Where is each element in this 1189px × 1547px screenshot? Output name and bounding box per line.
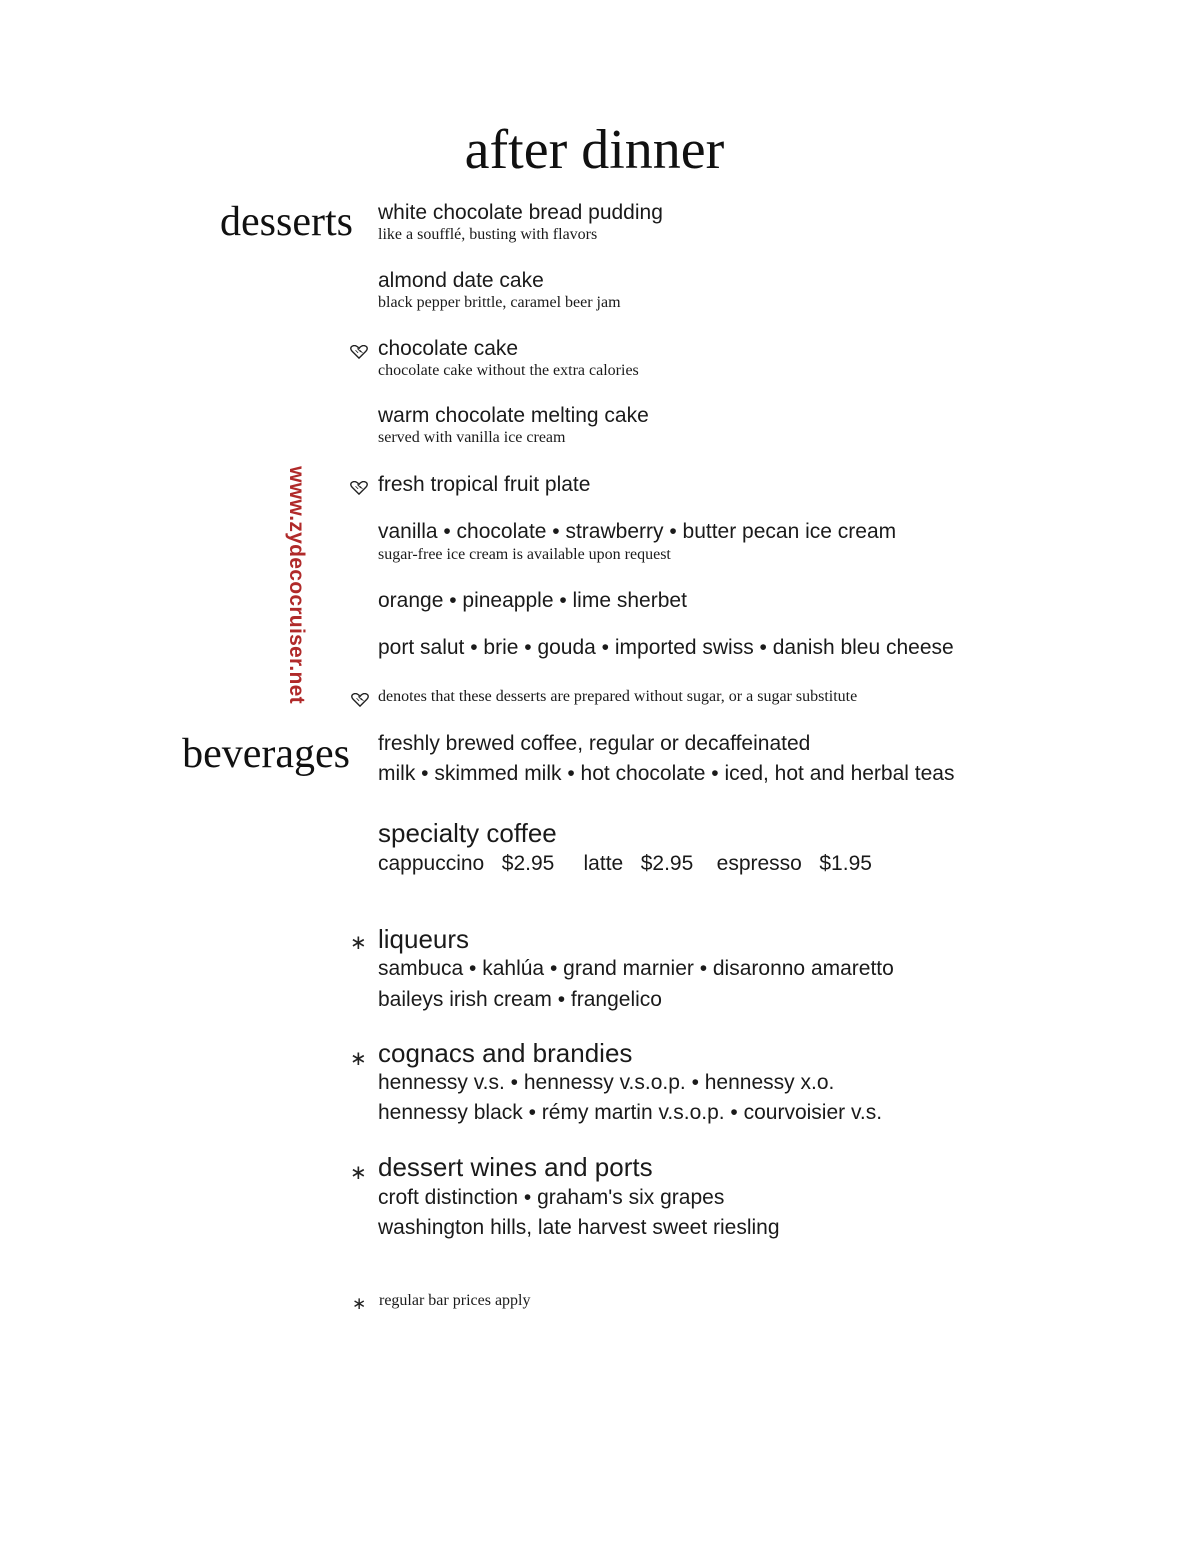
coffee-price: $2.95 (640, 852, 694, 875)
sugar-note: denotes that these desserts are prepared without sugar, or a sugar substitute (378, 688, 858, 705)
star-icon: ∗ (350, 1046, 367, 1070)
dessert-item-name: chocolate cake (378, 337, 519, 360)
dessert-item-name: vanilla • chocolate • strawberry • butter pecan ice cream (378, 520, 897, 543)
coffee-name: espresso (716, 852, 802, 875)
coffee-name: latte (583, 852, 624, 875)
star-icon: ∗ (352, 1294, 367, 1314)
beverage-line: milk • skimmed milk • hot chocolate • iced, hot and herbal teas (378, 762, 955, 785)
dessert-item-name: orange • pineapple • lime sherbet (378, 589, 687, 612)
specialty-coffee-heading: specialty coffee (378, 818, 557, 848)
heart-icon (350, 345, 368, 359)
dessert-item-name: port salut • brie • gouda • imported swiss • danish bleu cheese (378, 636, 954, 659)
cognacs-line: hennessy v.s. • hennessy v.s.o.p. • hennessy x.o. (378, 1071, 835, 1094)
beverages-heading: beverages (182, 731, 350, 777)
heart-icon (351, 693, 369, 707)
liqueurs-line: baileys irish cream • frangelico (378, 988, 662, 1011)
beverage-line: freshly brewed coffee, regular or decaffeinated (378, 732, 811, 755)
dessert-item-desc: black pepper brittle, caramel beer jam (378, 294, 621, 311)
cognacs-heading: cognacs and brandies (378, 1038, 633, 1068)
liqueurs-line: sambuca • kahlúa • grand marnier • disaronno amaretto (378, 957, 894, 980)
coffee-price: $2.95 (501, 852, 555, 875)
page-title: after dinner (464, 119, 725, 181)
watermark: www.zydecocruiser.net (285, 466, 308, 704)
dessert-item-desc: sugar-free ice cream is available upon request (378, 546, 671, 563)
dessert-item-desc: served with vanilla ice cream (378, 429, 566, 446)
star-icon: ∗ (350, 1160, 367, 1184)
coffee-name: cappuccino (378, 852, 485, 875)
dessert-wines-line: washington hills, late harvest sweet riesling (378, 1216, 780, 1239)
dessert-item-name: warm chocolate melting cake (378, 404, 649, 427)
dessert-item-name: white chocolate bread pudding (378, 201, 663, 224)
dessert-item-desc: chocolate cake without the extra calories (378, 362, 639, 379)
coffee-price: $1.95 (819, 852, 872, 875)
cognacs-line: hennessy black • rémy martin v.s.o.p. • courvoisier v.s. (378, 1101, 883, 1124)
star-icon: ∗ (350, 930, 367, 954)
desserts-heading: desserts (220, 199, 353, 245)
dessert-item-desc: like a soufflé, busting with flavors (378, 226, 598, 243)
specialty-coffee-prices (378, 852, 872, 876)
bar-prices-note: regular bar prices apply (379, 1292, 531, 1309)
heart-icon (350, 481, 368, 495)
liqueurs-heading: liqueurs (378, 924, 470, 954)
dessert-wines-heading: dessert wines and ports (378, 1152, 653, 1182)
dessert-wines-line: croft distinction • graham's six grapes (378, 1186, 725, 1209)
dessert-item-name: fresh tropical fruit plate (378, 473, 591, 496)
dessert-item-name: almond date cake (378, 269, 544, 292)
